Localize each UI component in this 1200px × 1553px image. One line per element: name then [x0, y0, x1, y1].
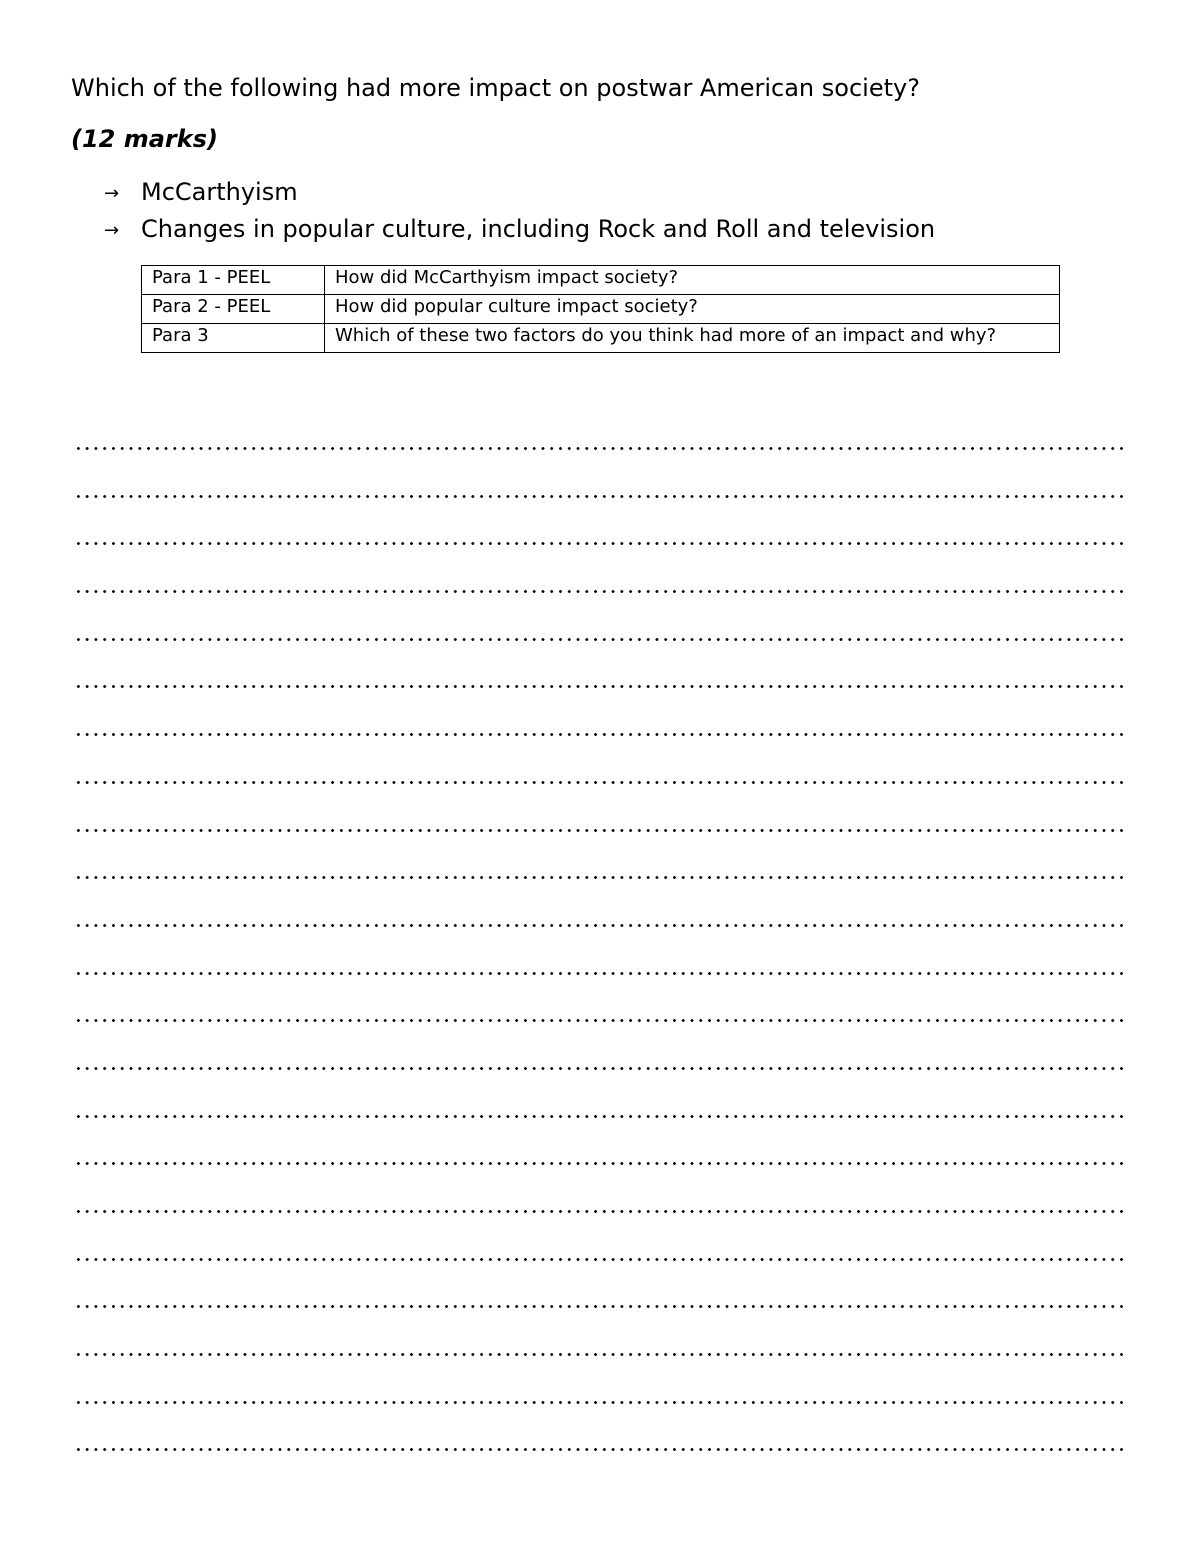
answer-area: [72, 441, 1128, 1490]
prompt-cell: How did McCarthyism impact society?: [325, 266, 1060, 295]
arrow-right-icon: →: [104, 183, 120, 204]
paragraph-plan-table: [141, 265, 1060, 353]
table-row: [142, 266, 1060, 295]
answer-line[interactable]: [72, 1252, 1128, 1300]
answer-line[interactable]: [72, 727, 1128, 775]
answer-line[interactable]: [72, 489, 1128, 537]
answer-line[interactable]: [72, 441, 1128, 489]
table-row: [142, 324, 1060, 353]
answer-line[interactable]: [72, 1013, 1128, 1061]
question-text: Which of the following had more impact on postwar American society?: [71, 74, 920, 102]
answer-line[interactable]: [72, 679, 1128, 727]
arrow-right-icon: →: [104, 220, 120, 241]
table-row: [142, 295, 1060, 324]
option-label: McCarthyism: [141, 178, 298, 206]
answer-line[interactable]: [72, 1395, 1128, 1443]
answer-line[interactable]: [72, 632, 1128, 680]
answer-line[interactable]: [72, 1061, 1128, 1109]
answer-line[interactable]: [72, 1347, 1128, 1395]
option-label: Changes in popular culture, including Rock and Roll and television: [141, 215, 936, 243]
answer-line[interactable]: [72, 823, 1128, 871]
answer-line[interactable]: [72, 1109, 1128, 1157]
prompt-cell: Which of these two factors do you think had more of an impact and why?: [325, 324, 1060, 353]
answer-line[interactable]: [72, 918, 1128, 966]
marks-label: (12 marks): [71, 125, 218, 153]
para-cell: Para 3: [142, 324, 325, 353]
answer-line[interactable]: [72, 1204, 1128, 1252]
answer-line[interactable]: [72, 966, 1128, 1014]
answer-line[interactable]: [72, 536, 1128, 584]
para-cell: Para 1 - PEEL: [142, 266, 325, 295]
prompt-cell: How did popular culture impact society?: [325, 295, 1060, 324]
para-cell: Para 2 - PEEL: [142, 295, 325, 324]
answer-line[interactable]: [72, 584, 1128, 632]
answer-line[interactable]: [72, 1442, 1128, 1490]
answer-line[interactable]: [72, 870, 1128, 918]
answer-line[interactable]: [72, 1299, 1128, 1347]
answer-line[interactable]: [72, 775, 1128, 823]
answer-line[interactable]: [72, 1156, 1128, 1204]
